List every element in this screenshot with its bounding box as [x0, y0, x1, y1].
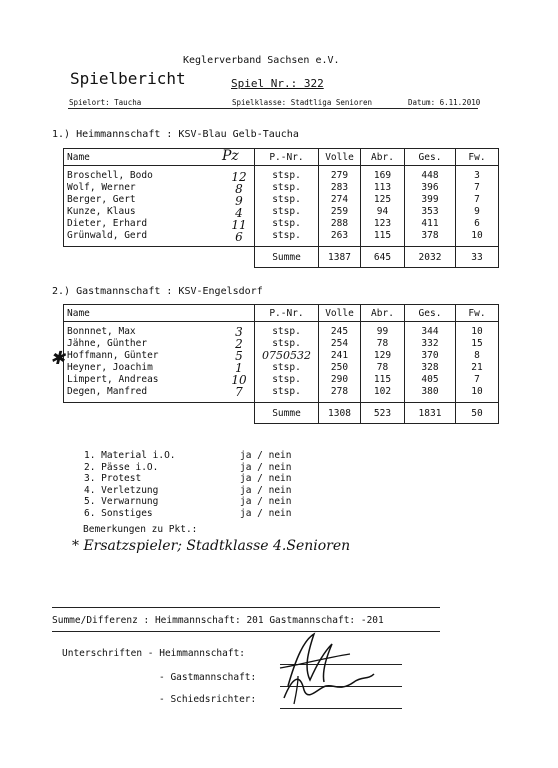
player-volle: 263: [330, 230, 349, 241]
player-pnr: stsp.: [272, 386, 301, 397]
player-abr: 78: [376, 362, 389, 373]
col-name: Name: [67, 151, 90, 163]
player-pnr: stsp.: [272, 230, 301, 241]
checklist-option: ja / nein: [240, 496, 292, 507]
handwritten-signatures: [274, 628, 394, 708]
player-ges: 405: [421, 374, 439, 385]
col-ges: Ges.: [418, 151, 442, 163]
player-name: Limpert, Andreas: [67, 374, 159, 385]
player-name: Wolf, Werner: [67, 182, 136, 193]
header-row: [64, 149, 499, 166]
player-volle: 288: [330, 218, 349, 229]
total-ges: 2032: [418, 251, 442, 263]
player-abr: 99: [376, 326, 389, 337]
player-name: Berger, Gert: [67, 194, 136, 205]
player-fw: 15: [471, 338, 483, 349]
summe-label: Summe: [272, 407, 301, 419]
player-abr: 115: [373, 230, 392, 241]
player-fw: 7: [474, 182, 480, 193]
player-fw: 10: [471, 230, 483, 241]
player-volle: 283: [330, 182, 349, 193]
signature-guest-label: - Gastmannschaft:: [159, 672, 257, 683]
col-fw: Fw.: [468, 307, 486, 319]
player-name: Heyner, Joachim: [67, 362, 153, 373]
col-volle: Volle: [325, 307, 354, 319]
player-fw: 6: [474, 218, 480, 229]
col-volle: Volle: [325, 151, 354, 163]
player-abr: 113: [373, 182, 392, 193]
handwritten-marks: 12 8 9 4 11 6: [231, 170, 247, 244]
player-pnr: stsp.: [272, 170, 301, 181]
player-ges: 353: [421, 206, 439, 217]
total-fw: 33: [471, 251, 483, 263]
player-ges: 328: [421, 362, 439, 373]
player-ges: 370: [421, 350, 439, 361]
remarks-label: Bemerkungen zu Pkt.:: [83, 524, 198, 535]
checklist-option: ja / nein: [240, 461, 292, 473]
guest-heading: 2.) Gastmannschaft : KSV-Engelsdorf: [52, 286, 263, 297]
player-ges: 378: [421, 230, 439, 241]
player-volle: 290: [330, 374, 349, 385]
player-fw: 8: [474, 350, 480, 361]
total-abr: 645: [373, 251, 392, 263]
checklist-item: 4. Verletzung: [84, 484, 159, 496]
player-ges: 380: [421, 386, 439, 397]
checklist-item: 6. Sonstiges: [84, 507, 153, 519]
player-pnr: stsp.: [272, 362, 301, 373]
checklist-option: ja / nein: [240, 450, 292, 461]
player-pnr: stsp.: [272, 326, 301, 337]
player-pnr: stsp.: [272, 374, 301, 385]
home-heading: 1.) Heimmannschaft : KSV-Blau Gelb-Taucha: [52, 129, 299, 140]
checklist-labels: [84, 450, 176, 519]
total-volle: 1387: [328, 251, 351, 263]
col-pnr: P.-Nr.: [269, 151, 304, 163]
player-abr: 102: [373, 386, 392, 397]
player-ges: 344: [421, 326, 439, 337]
col-pnr: P.-Nr.: [269, 307, 304, 319]
col-ges: Ges.: [418, 307, 442, 319]
venue: Spielort: Taucha: [69, 98, 142, 107]
header-row: [64, 305, 499, 322]
player-name: Grünwald, Gerd: [67, 230, 148, 241]
checklist-item: 2. Pässe i.O.: [84, 461, 159, 473]
totals-row: [64, 247, 499, 268]
player-fw: 9: [474, 206, 480, 217]
player-fw: 3: [474, 170, 480, 181]
header-underline: [68, 108, 478, 109]
player-fw: 10: [471, 326, 483, 337]
total-fw: 50: [471, 407, 483, 419]
game-number: Spiel Nr.: 322: [231, 77, 324, 90]
player-pnr: stsp.: [272, 182, 301, 193]
player-abr: 115: [373, 374, 392, 385]
col-abr: Abr.: [371, 151, 394, 163]
player-volle: 241: [330, 350, 349, 361]
page-title: Spielbericht: [70, 69, 186, 88]
checklist-option: ja / nein: [240, 484, 292, 496]
remarks-text: * Ersatzspieler; Stadtklasse 4.Senioren: [72, 538, 351, 554]
player-volle: 279: [330, 170, 349, 181]
table-body: [64, 322, 499, 403]
player-fw: 10: [471, 386, 483, 397]
player-name: Degen, Manfred: [67, 386, 148, 397]
player-fw: 7: [474, 194, 480, 205]
checklist-item: 5. Verwarnung: [84, 496, 159, 507]
player-name: Kunze, Klaus: [67, 206, 136, 217]
org-name: Keglerverband Sachsen e.V.: [183, 55, 340, 66]
col-name: Name: [67, 307, 90, 319]
player-volle: 254: [330, 338, 349, 349]
signature-line-referee: [280, 708, 402, 709]
date: Datum: 6.11.2010: [408, 98, 481, 107]
player-name: Dieter, Erhard: [67, 218, 148, 229]
player-pnr: stsp.: [272, 194, 301, 205]
player-ges: 396: [421, 182, 439, 193]
checklist-item: 1. Material i.O.: [84, 450, 176, 461]
player-ges: 411: [421, 218, 439, 229]
player-abr: 125: [373, 194, 392, 205]
player-name: Bonnnet, Max: [67, 326, 136, 337]
summary-line: Summe/Differenz : Heimmannschaft: 201 Gastmannschaft: -201: [52, 615, 384, 626]
player-name: Hoffmann, Günter: [67, 350, 159, 361]
player-volle: 250: [330, 362, 349, 373]
player-name: Jähne, Günther: [67, 338, 148, 349]
player-name: Broschell, Bodo: [67, 170, 153, 181]
player-volle: 274: [330, 194, 349, 205]
player-pnr: stsp.: [272, 338, 301, 349]
player-fw: 21: [471, 362, 483, 373]
player-abr: 129: [373, 350, 392, 361]
player-ges: 448: [421, 170, 439, 181]
player-volle: 245: [330, 326, 349, 337]
player-abr: 94: [376, 206, 389, 217]
checklist-option: ja / nein: [240, 473, 292, 484]
handwritten-note: Pz: [222, 148, 239, 164]
summary-top-rule: [52, 607, 440, 608]
asterisk-mark: ✱: [50, 348, 66, 369]
player-abr: 169: [373, 170, 392, 181]
league: Spielklasse: Stadtliga Senioren: [232, 98, 372, 107]
player-pnr-handwritten: 0750532: [262, 349, 311, 362]
total-volle: 1308: [328, 407, 351, 419]
player-fw: 7: [474, 374, 480, 385]
player-volle: 278: [330, 386, 349, 397]
checklist-item: 3. Protest: [84, 473, 142, 484]
signature-home-label: Unterschriften - Heimmannschaft:: [62, 648, 246, 659]
total-ges: 1831: [418, 407, 442, 419]
col-abr: Abr.: [371, 307, 394, 319]
player-pnr: stsp.: [272, 206, 301, 217]
player-pnr: stsp.: [272, 218, 301, 229]
col-fw: Fw.: [468, 151, 486, 163]
handwritten-marks: 3 2 5 1 10 7: [231, 325, 247, 399]
signature-referee-label: - Schiedsrichter:: [159, 694, 257, 705]
total-abr: 523: [373, 407, 392, 419]
home-table: [63, 148, 499, 268]
player-ges: 332: [421, 338, 439, 349]
table-body: [64, 166, 499, 247]
player-ges: 399: [421, 194, 439, 205]
guest-table: [63, 304, 499, 424]
checklist-options: [240, 450, 291, 519]
player-volle: 259: [330, 206, 349, 217]
checklist-option: ja / nein: [240, 507, 292, 519]
totals-row: [64, 403, 499, 424]
player-abr: 78: [376, 338, 389, 349]
summe-label: Summe: [272, 251, 301, 263]
player-abr: 123: [373, 218, 392, 229]
